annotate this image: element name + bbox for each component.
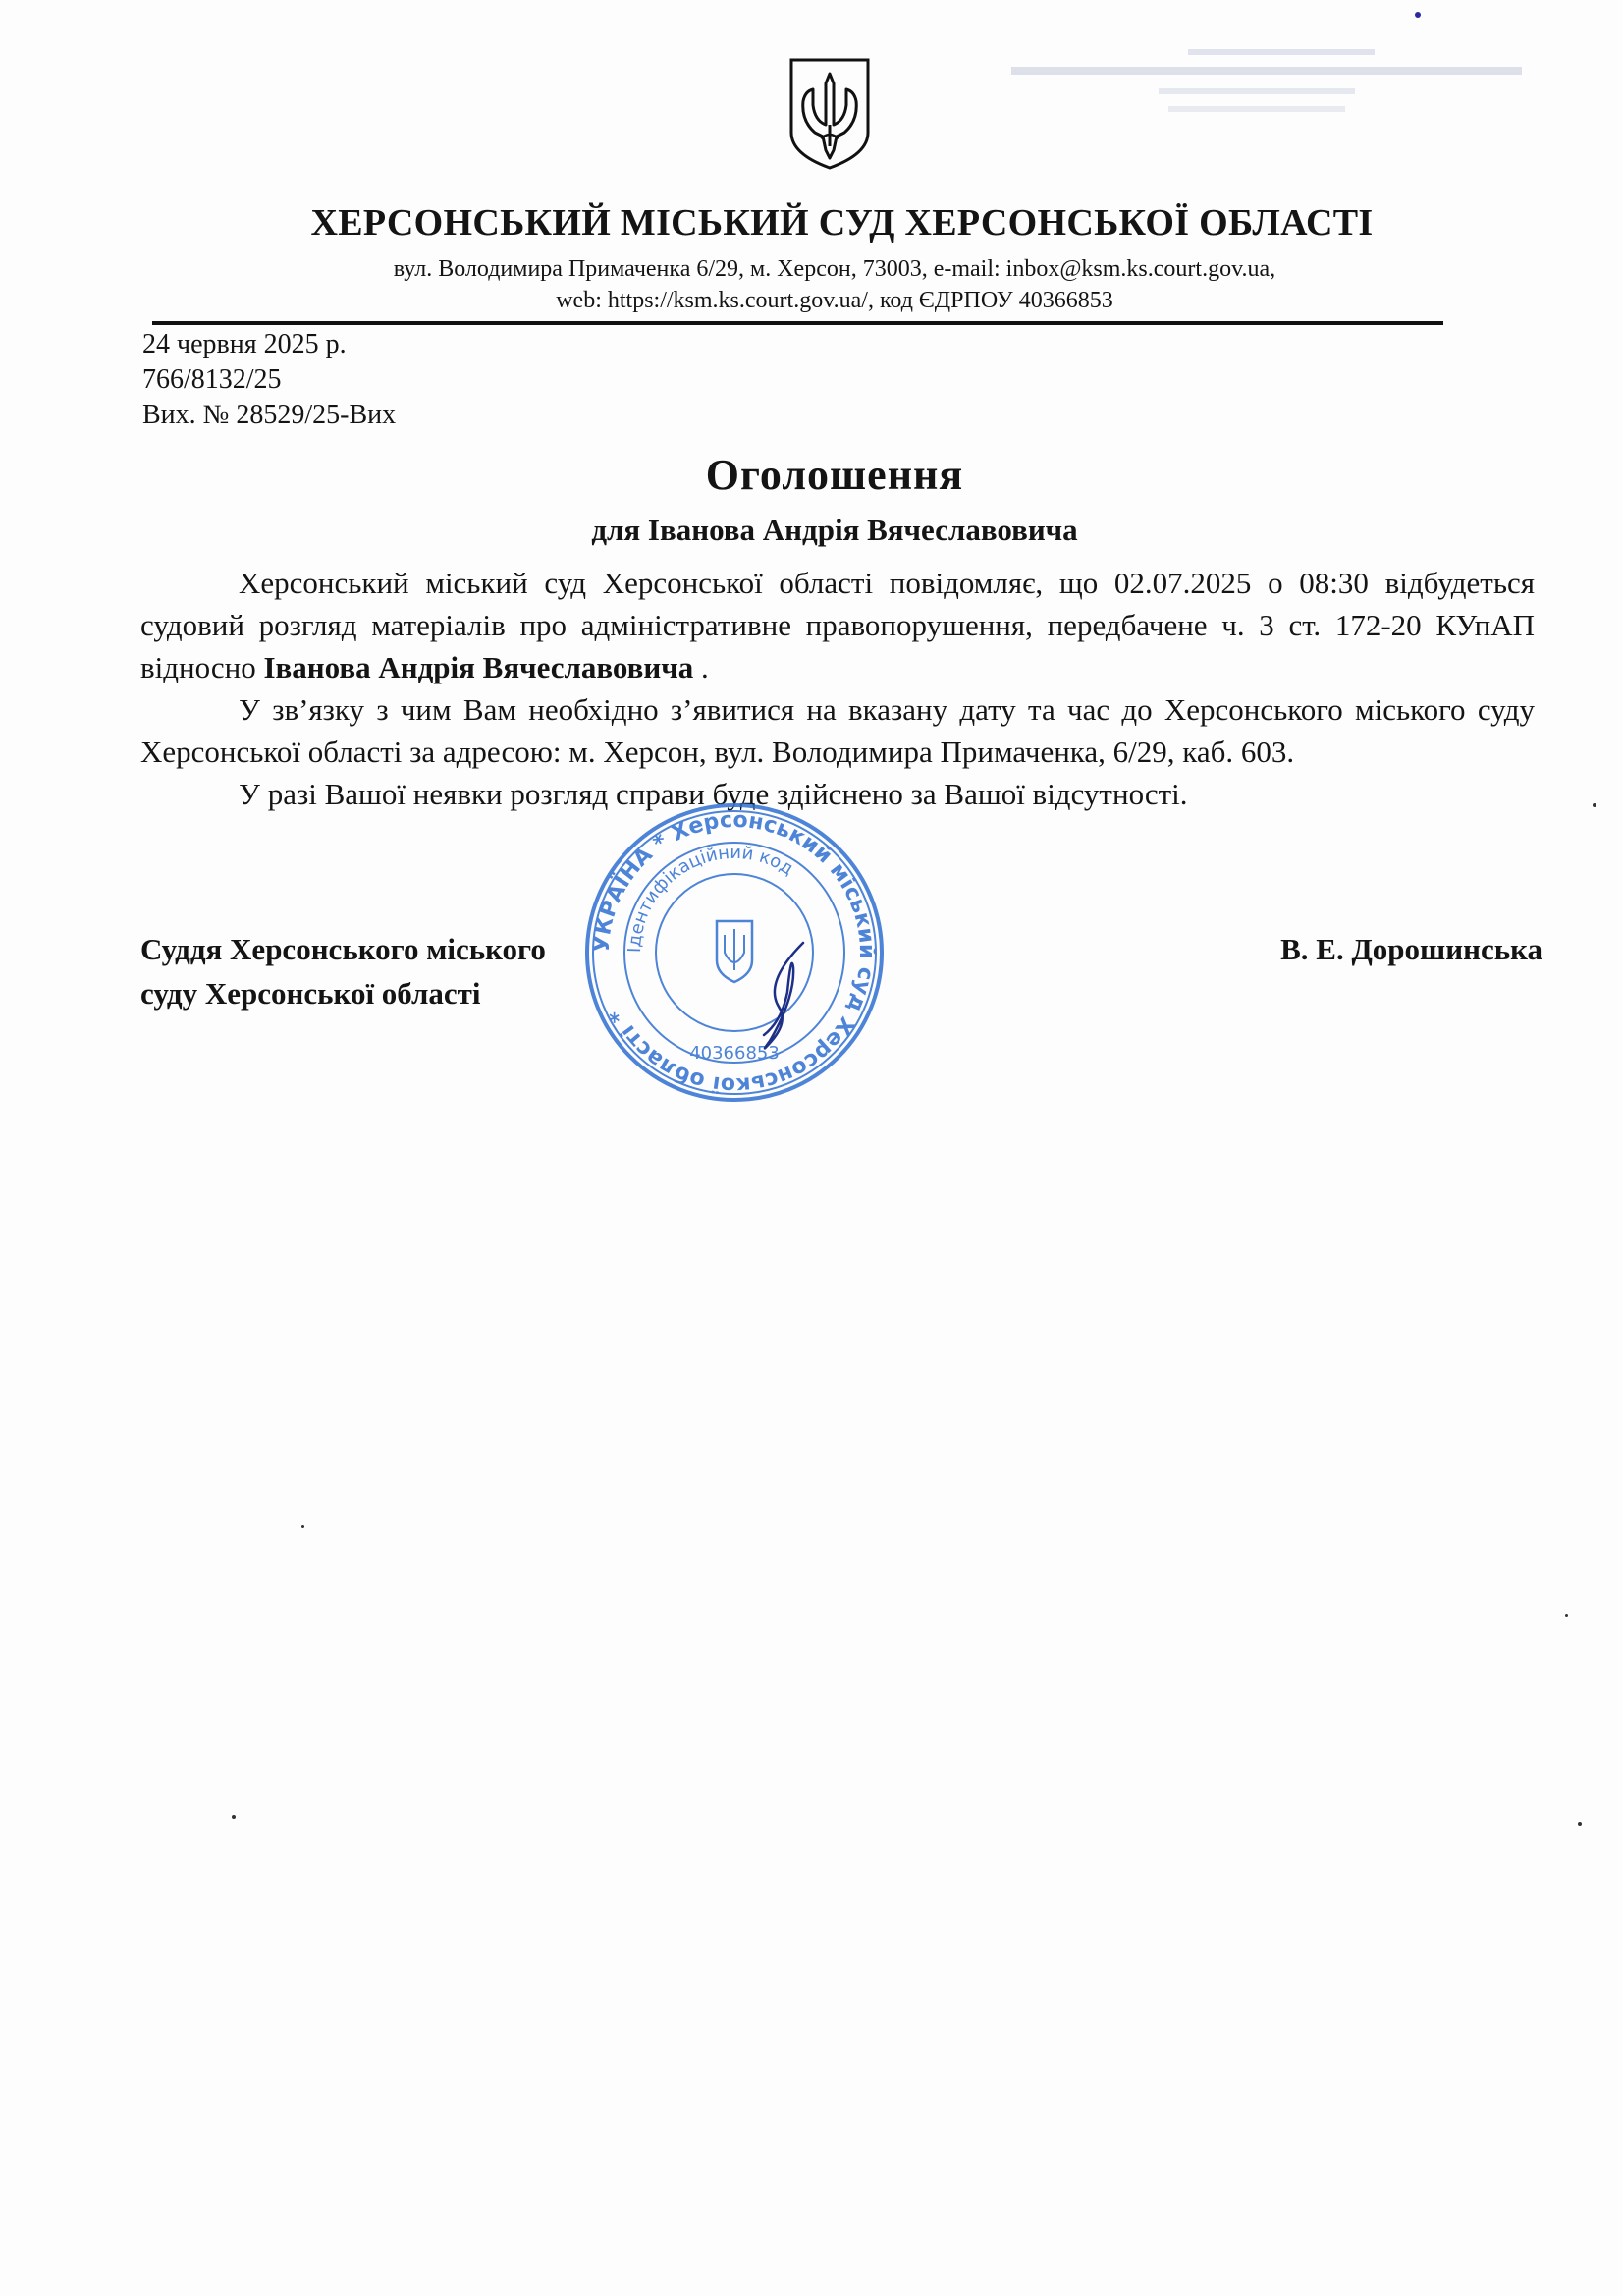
signer-name: В. Е. Дорошинська [1280,932,1542,966]
document-title: Оголошення [705,451,964,499]
notice-paragraph-1 [140,562,1535,688]
stamp-code: 40366853 [689,1043,780,1064]
signer-title [140,927,546,1015]
court-address [314,253,1355,316]
scan-speck [1415,12,1421,18]
notice-paragraph-2: У зв’язку з чим Вам необхідно з’явитися на вказану дату та час до Херсонського міського суду Херсонської області за адресою: м. Херсон, вул. Володимира Примаченка, 6/29, каб. 603. [140,692,1535,769]
signature-scribble [764,943,803,1049]
svg-text:УКРАЇНА * Херсонський міський [590,808,879,1097]
official-round-stamp [577,795,892,1110]
scan-speck [1593,803,1596,807]
court-name: ХЕРСОНСЬКИЙ МІСЬКИЙ СУД ХЕРСОНСЬКОЇ ОБЛАСТІ [310,202,1374,244]
case-number: 766/8132/25 [142,364,282,395]
scan-speck [1578,1822,1582,1826]
coat-of-arms-icon [785,56,874,172]
notice-paragraph-3: У разі Вашої неявки розгляд справи буде здійснено за Вашої відсутності. [239,777,1188,811]
stamp-inner-text: Ідентифікаційний код [623,842,797,954]
document-date: 24 червня 2025 р. [142,329,347,359]
recipient-line: для Іванова Андрія Вячеславовича [591,513,1078,547]
header-divider [152,321,1443,325]
court-address-line-1: вул. Володимира Примаченка 6/29, м. Херсон, 73003, e-mail: inbox@ksm.ks.court.gov.ua, [393,256,1276,282]
notice-body [140,562,1535,815]
svg-text:Ідентифікаційний код [624,843,797,953]
stamp-outer-text: УКРАЇНА * Херсонський міський суд Херсонської області * [589,807,880,1098]
paragraph-1-text: Херсонський міський суд Херсонської області повідомляє, що 02.07.2025 о 08:30 відбудеться судовий розгляд матеріалів про адміністративне правопорушення, передбачене ч. 3 ст. 172-20 КУпАП відносно [140,566,1535,684]
scan-speck [301,1525,304,1528]
court-address-line-2: web: https://ksm.ks.court.gov.ua/, код ЄДРПОУ 40366853 [556,288,1113,313]
signer-title-line-1: Суддя Херсонського міського [140,932,546,966]
scan-speck [1565,1614,1568,1617]
outgoing-number: Вих. № 28529/25-Вих [142,400,397,430]
document-meta [142,327,396,433]
signer-title-line-2: суду Херсонської області [140,976,481,1011]
defendant-name: Іванова Андрія Вячеславовича [263,650,694,684]
paragraph-1-end: . [693,650,709,684]
scan-speck [232,1815,236,1819]
faint-bleedthrough-stamp [1011,39,1522,128]
